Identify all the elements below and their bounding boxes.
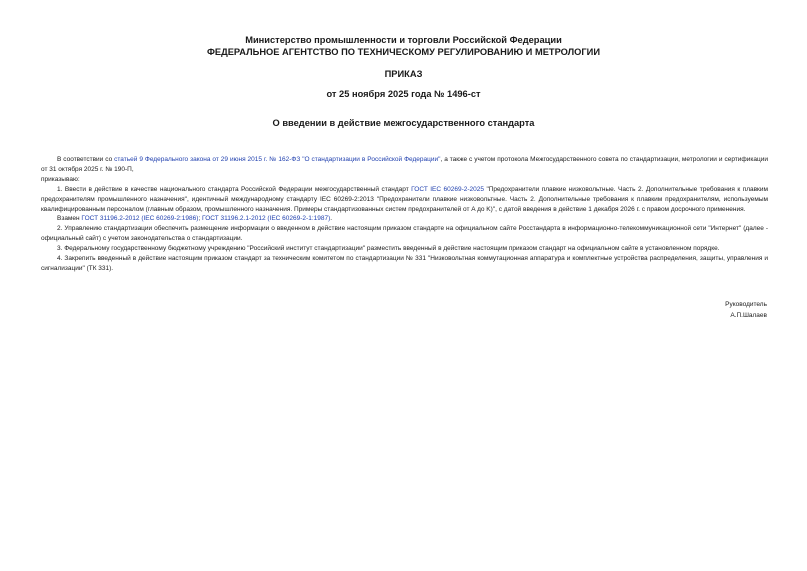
item-1-text-2: "Предохранители плавкие низковольтные. Часть 2. Дополнительные требования к плавким предохранителям промышленного назначения", идентичный международному стандарту IEC 60269-2:2013 "Предохранители плавкие низковольтные. Часть 2. Дополнительные требования к плавким предохранителям, используемым квалифицированным персоналом (главным образом, промышленного назначения. Примеры стандартизованных систем предохранителей от A до K)", с датой введения в действие 1 декабря 2026 г. с правом досрочного применения. bbox=[41, 185, 769, 213]
agency-name: ФЕДЕРАЛЬНОЕ АГЕНТСТВО ПО ТЕХНИЧЕСКОМУ РЕГУЛИРОВАНИЮ И МЕТРОЛОГИИ bbox=[206, 47, 601, 57]
order-heading: ПРИКАЗ bbox=[384, 69, 423, 79]
item-1-paragraph bbox=[41, 185, 768, 215]
item-3-paragraph: 3. Федеральному государственному бюджетному учреждению "Российский институт стандартизации" разместить введенный в действие настоящим приказом стандарт на официальном сайте в установленном порядке. bbox=[57, 245, 720, 253]
gost-31196-2-2012-link[interactable]: ГОСТ 31196.2-2012 (IEC 60269-2:1986) bbox=[81, 215, 199, 223]
intro-paragraph bbox=[41, 155, 768, 175]
gost-iec-60269-2-2025-link[interactable]: ГОСТ IEC 60269-2-2025 bbox=[411, 185, 484, 193]
item-1-text-1: 1. Ввести в действие в качестве национального стандарта Российской Федерации межгосударственный стандарт bbox=[57, 185, 412, 193]
item-2-paragraph: 2. Управлению стандартизации обеспечить размещение информации о введенном в действие настоящим приказом стандарте на официальном сайте Росстандарта в информационно-телекоммуникационной сети "Интернет" (далее - официальный сайт) с учетом законодательства о стандартизации. bbox=[41, 225, 768, 243]
replacement-text-1: Взамен bbox=[57, 215, 82, 223]
ministry-name: Министерство промышленности и торговли Российской Федерации bbox=[245, 35, 562, 45]
intro-text-1: В соответствии со bbox=[57, 156, 115, 163]
order-title: О введении в действие межгосударственного стандарта bbox=[272, 118, 535, 128]
signatory-position: Руководитель bbox=[725, 301, 767, 308]
replacement-paragraph bbox=[41, 214, 768, 224]
order-date-number: от 25 ноября 2025 года № 1496-ст bbox=[326, 89, 481, 99]
signatory-name: А.П.Шалаев bbox=[730, 312, 767, 319]
item-4-paragraph: 4. Закрепить введенный в действие настоящим приказом стандарт за техническим комитетом по стандартизации № 331 "Низковольтная коммутационная аппаратура и комплектные устройства распределения, защиты, управления и сигнализации" (ТК 331). bbox=[41, 255, 768, 272]
orders-label: приказываю: bbox=[41, 175, 80, 183]
replacement-text-3: . bbox=[330, 215, 333, 223]
federal-law-link[interactable]: статьей 9 Федерального закона от 29 июня 2015 г. № 162-ФЗ "О стандартизации в Российской Федерации" bbox=[114, 156, 441, 163]
gost-31196-2-1-2012-link[interactable]: ГОСТ 31196.2.1-2012 (IEC 60269-2-1:1987) bbox=[202, 215, 331, 223]
intro-text-2: , а также с учетом протокола Межгосударственного совета по стандартизации, метрологии и сертификации от 31 октября 2025 г. № 190-П, bbox=[41, 156, 768, 173]
order-body bbox=[41, 155, 768, 274]
replacement-text-2: ; bbox=[198, 215, 203, 223]
